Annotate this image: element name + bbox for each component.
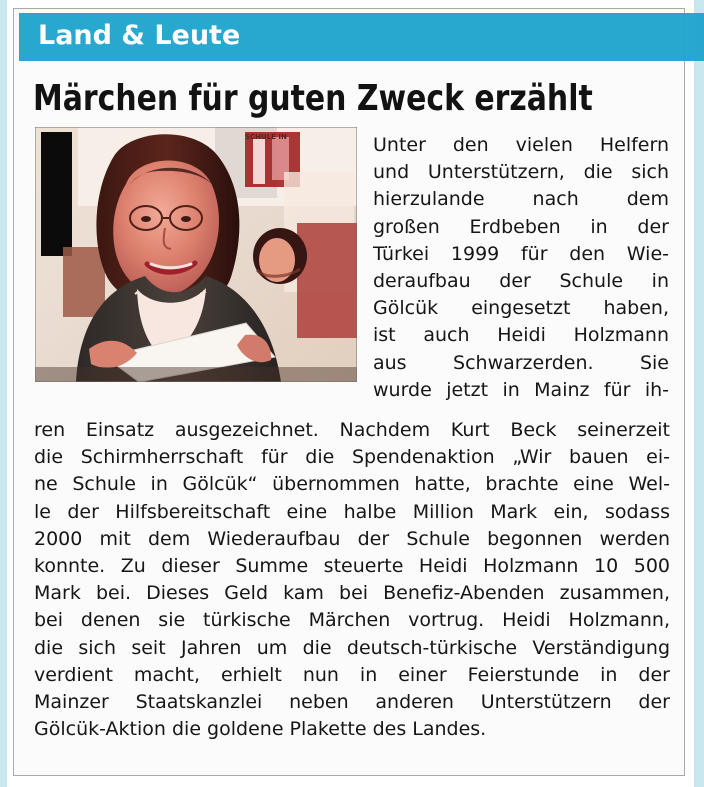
- article-line-full-8: bei denen sie türkische Märchen vortrug. Heidi Holzmann,: [34, 609, 670, 632]
- article-line-full-2: die Schirmherrschaft für die Spendenaktion „Wir bauen ei-: [34, 446, 670, 469]
- article-line-wrap-3: hierzulande nach dem: [373, 188, 669, 211]
- article-line-wrap-5: Türkei 1999 für den Wie-: [373, 242, 669, 265]
- portrait-photo-icon: [35, 127, 357, 382]
- section-label: Land & Leute: [38, 20, 241, 51]
- article-line-full-12: Gölcük-Aktion die goldene Plakette des Landes.: [34, 718, 487, 741]
- article-headline: Märchen für guten Zweck erzählt: [33, 78, 593, 119]
- article-line-wrap-8: ist auch Heidi Holzmann: [373, 324, 669, 347]
- article-line-full-5: 2000 mit dem Wiederaufbau der Schule begonnen werden: [34, 527, 670, 550]
- article-line-wrap-4: großen Erdbeben in der: [373, 215, 669, 238]
- article-line-wrap-7: Gölcük eingesetzt haben,: [373, 297, 669, 320]
- article-line-full-11: Mainzer Staatskanzlei neben anderen Unterstützern der: [34, 690, 670, 713]
- article-line-full-1: ren Einsatz ausgezeichnet. Nachdem Kurt Beck seinerzeit: [34, 419, 670, 441]
- article-line-full-4: le der Hilfsbereitschaft eine halbe Million Mark ein, sodass: [34, 500, 670, 523]
- article-line-wrap-9: aus Schwarzerden. Sie: [373, 351, 669, 374]
- article-line-wrap-6: deraufbau der Schule in: [373, 269, 669, 292]
- left-paper-edge: [0, 0, 7, 787]
- article-line-full-9: die sich seit Jahren um die deutsch-türkische Verständigung: [34, 636, 670, 659]
- right-paper-edge: [694, 0, 704, 787]
- article-photo: [35, 127, 357, 382]
- article-line-wrap-1: Unter den vielen Helfern: [373, 134, 669, 156]
- article-full-width-text: [34, 417, 670, 743]
- article-wrapped-text: [373, 132, 669, 404]
- article-line-wrap-2: und Unterstützern, die sich: [373, 161, 669, 184]
- article-line-full-10: verdient macht, erhielt nun in einer Feierstunde in der: [34, 663, 670, 686]
- article-line-full-7: Mark bei. Dieses Geld kam bei Benefiz-Abenden zusammen,: [34, 582, 670, 605]
- article-line-wrap-10: wurde jetzt in Mainz für ih-: [373, 378, 669, 401]
- article-line-full-3: ne Schule in Gölcük“ übernommen hatte, brachte eine Wel-: [34, 473, 670, 496]
- photo-sign-text: SCHULE IN: [245, 133, 287, 141]
- article-line-full-6: konnte. Zu dieser Summe steuerte Heidi Holzmann 10 500: [34, 554, 670, 577]
